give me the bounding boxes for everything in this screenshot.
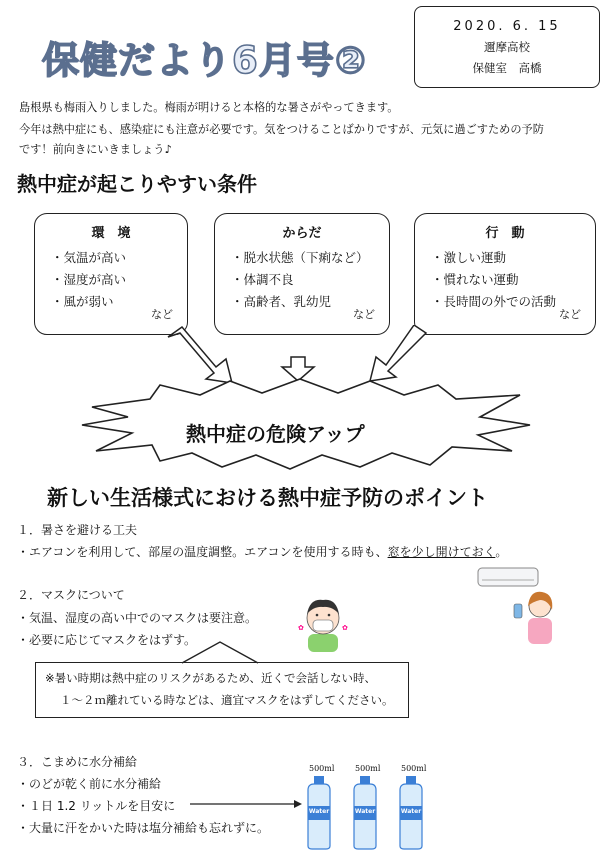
point1-title: １．暑さを避ける工夫 — [17, 523, 138, 537]
note-pointer — [180, 640, 260, 664]
condition-item: ・脱水状態（下痢など） — [231, 250, 369, 265]
bottle-brand-label: Water — [400, 808, 422, 815]
condition-title: 環 境 — [91, 226, 131, 241]
point3-line: ・大量に汗をかいた時は塩分補給も忘れずに。 — [17, 821, 270, 835]
point1-text: ・エアコンを利用して、部屋の温度調整。エアコンを使用する時も、 — [17, 545, 388, 559]
boy-with-mask-icon — [298, 600, 348, 652]
issue-info-box — [414, 6, 600, 88]
point3-line: ・のどが乾く前に水分補給 — [17, 777, 162, 791]
aircon-illustration — [470, 562, 570, 648]
svg-text:✿: ✿ — [342, 624, 348, 632]
point2-line: ・必要に応じてマスクをはずす。 — [17, 633, 197, 647]
condition-title: 行 動 — [485, 226, 525, 241]
condition-behavior — [414, 213, 596, 335]
air-conditioner-icon — [478, 568, 538, 586]
water-bottles — [300, 764, 430, 854]
conditions-heading: 熱中症が起こりやすい条件 — [17, 172, 257, 196]
condition-item: ・高齢者、乳幼児 — [231, 294, 332, 309]
danger-diagram — [0, 325, 611, 475]
condition-etc: など — [353, 308, 375, 321]
danger-text: 熱中症の危険アップ — [186, 422, 365, 446]
issue-date: 2020. 6. 15 — [453, 19, 561, 34]
bottle-brand-label: Water — [354, 808, 376, 815]
condition-body — [214, 213, 390, 335]
condition-item: ・風が弱い — [51, 294, 114, 309]
mask-note-box — [35, 662, 409, 718]
note-line: ※暑い時期は熱中症のリスクがあるため、近くで会話しない時、 — [45, 671, 376, 685]
condition-item: ・慣れない運動 — [431, 272, 519, 287]
prevention-heading: 新しい生活様式における熱中症予防のポイント — [47, 486, 488, 510]
condition-item: ・体調不良 — [231, 272, 294, 287]
condition-environment — [34, 213, 188, 335]
newsletter-title: 保健だより6月号② — [42, 39, 368, 82]
intro-line-1: 島根県も梅雨入りしました。梅雨が明けると本格的な暑さがやってきます。 — [19, 101, 399, 114]
note-line: １～２ｍ離れている時などは、適宜マスクをはずしてください。 — [60, 693, 394, 707]
condition-title: からだ — [282, 226, 322, 241]
bottle-capacity-label: 500ml — [309, 764, 335, 773]
condition-item: ・長時間の外での活動 — [431, 294, 557, 309]
arrow-down-right-icon — [168, 327, 232, 383]
intro-line-2: 今年は熱中症にも、感染症にも注意が必要です。気をつけることばかりですが、元気に過ごすための予防 — [19, 123, 544, 136]
point1-end: 。 — [495, 545, 508, 559]
point2-title: ２．マスクについて — [17, 588, 125, 602]
bottle-capacity-label: 500ml — [355, 764, 381, 773]
arrow-down-icon — [282, 357, 314, 381]
condition-etc: など — [151, 308, 173, 321]
bottle-brand-label: Water — [308, 808, 330, 815]
intro-line-3: です！前向きにいきましょう♪ — [19, 143, 172, 156]
condition-item: ・湿度が高い — [51, 272, 127, 287]
woman-with-remote-icon — [514, 592, 552, 644]
author-name: 保健室 高橋 — [472, 61, 542, 75]
point3-title: ３．こまめに水分補給 — [17, 755, 138, 769]
svg-text:✿: ✿ — [298, 624, 304, 632]
boy-mask-illustration — [292, 590, 354, 652]
bottle-capacity-label: 500ml — [401, 764, 427, 773]
point1-underlined: 窓を少し開けておく — [387, 545, 496, 559]
condition-item: ・気温が高い — [51, 250, 127, 265]
school-name: 邇摩高校 — [484, 40, 530, 54]
point2-line: ・気温、湿度の高い中でのマスクは要注意。 — [17, 611, 258, 625]
condition-item: ・激しい運動 — [431, 250, 507, 265]
point3-line: ・１日 1.2 リットルを目安に — [17, 799, 176, 813]
arrow-right-icon — [190, 798, 304, 810]
arrow-down-left-icon — [370, 325, 426, 381]
condition-etc: など — [559, 308, 581, 321]
point1-line — [17, 543, 507, 560]
